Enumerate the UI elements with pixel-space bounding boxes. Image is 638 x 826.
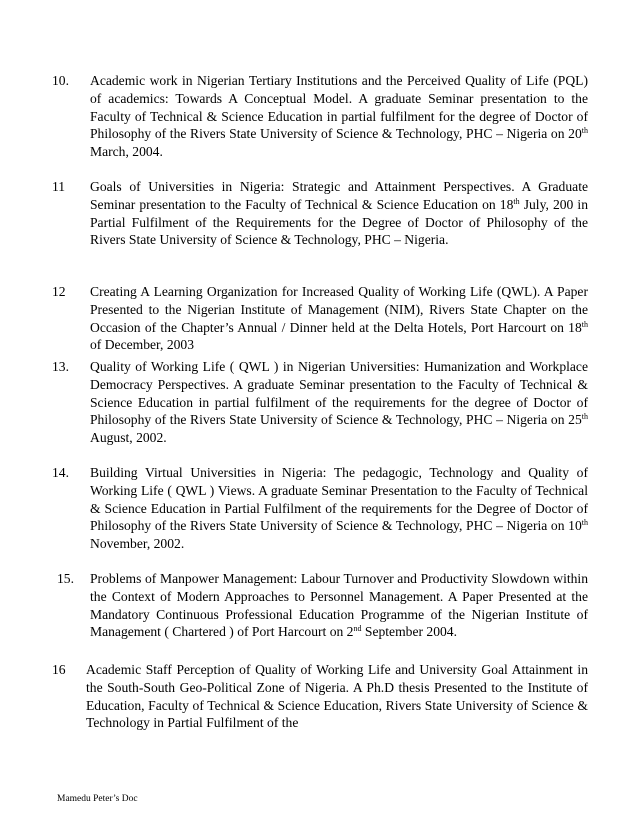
item-number: 11 (52, 179, 66, 194)
item-text: Goals of Universities in Nigeria: Strategic and Attainment Perspectives. A Graduate Seminar presentation to the Faculty of Technical & Science Education on 18th July, 200 in Partial Fulfilment of the Requirements for the Degree of Doctor of Philosophy of the Rivers State University of Science & Technology, PHC – Nigeria. (90, 179, 588, 248)
item-number: 15. (57, 571, 74, 586)
item-text: Creating A Learning Organization for Increased Quality of Working Life (QWL). A Paper Presented to the Nigerian Institute of Management (NIM), Rivers State Chapter on the Occasion of the Chapter’s Annual / Dinner held at the Delta Hotels, Port Harcourt on 18th of December, 2003 (90, 284, 588, 353)
item-text: Building Virtual Universities in Nigeria: The pedagogic, Technology and Quality of Working Life ( QWL ) Views. A graduate Seminar Presentation to the Faculty of Technical & Science Education in Partial Fulfilment of the requirements for the Degree of Doctor of Philosophy of the Rivers State University of Science & Technology, PHC – Nigeria on 10th November, 2002. (90, 465, 588, 552)
page-footer: Mamedu Peter’s Doc (57, 794, 138, 804)
list-item (52, 72, 588, 161)
item-number: 16 (52, 662, 66, 677)
list-item (52, 570, 588, 641)
item-number: 10. (52, 73, 69, 88)
list-item (52, 464, 588, 553)
item-text: Quality of Working Life ( QWL ) in Nigerian Universities: Humanization and Workplace Democracy Perspectives. A graduate Seminar presentation to the Faculty of Technical & Science Education in partial fulfilment of the requirements for the degree of Doctor of Philosophy of the Rivers State University of Science & Technology, PHC – Nigeria on 25th August, 2002. (90, 359, 588, 446)
list-item (52, 178, 588, 249)
list-item (52, 358, 588, 447)
item-number: 14. (52, 465, 69, 480)
item-text: Academic work in Nigerian Tertiary Institutions and the Perceived Quality of Life (PQL) of academics: Towards A Conceptual Model. A graduate Seminar presentation to the Faculty of Technical & Science Education in partial fulfilment for the degree of Doctor of Philosophy of the Rivers State University of Science & Technology, PHC – Nigeria on 20th March, 2004. (90, 73, 588, 160)
item-number: 12 (52, 284, 66, 299)
list-item (52, 283, 588, 354)
list-item (52, 661, 588, 732)
item-number: 13. (52, 359, 69, 374)
item-text: Problems of Manpower Management: Labour Turnover and Productivity Slowdown within the Context of Modern Approaches to Personnel Management. A Paper Presented at the Mandatory Continuous Professional Education Programme of the Nigerian Institute of Management ( Chartered ) of Port Harcourt on 2nd September 2004. (90, 571, 588, 640)
item-text: Academic Staff Perception of Quality of Working Life and University Goal Attainment in the South-South Geo-Political Zone of Nigeria. A Ph.D thesis Presented to the Institute of Education, Faculty of Technical & Science Education, Rivers State University of Science & Technology in Partial Fulfilment of the (86, 662, 588, 731)
